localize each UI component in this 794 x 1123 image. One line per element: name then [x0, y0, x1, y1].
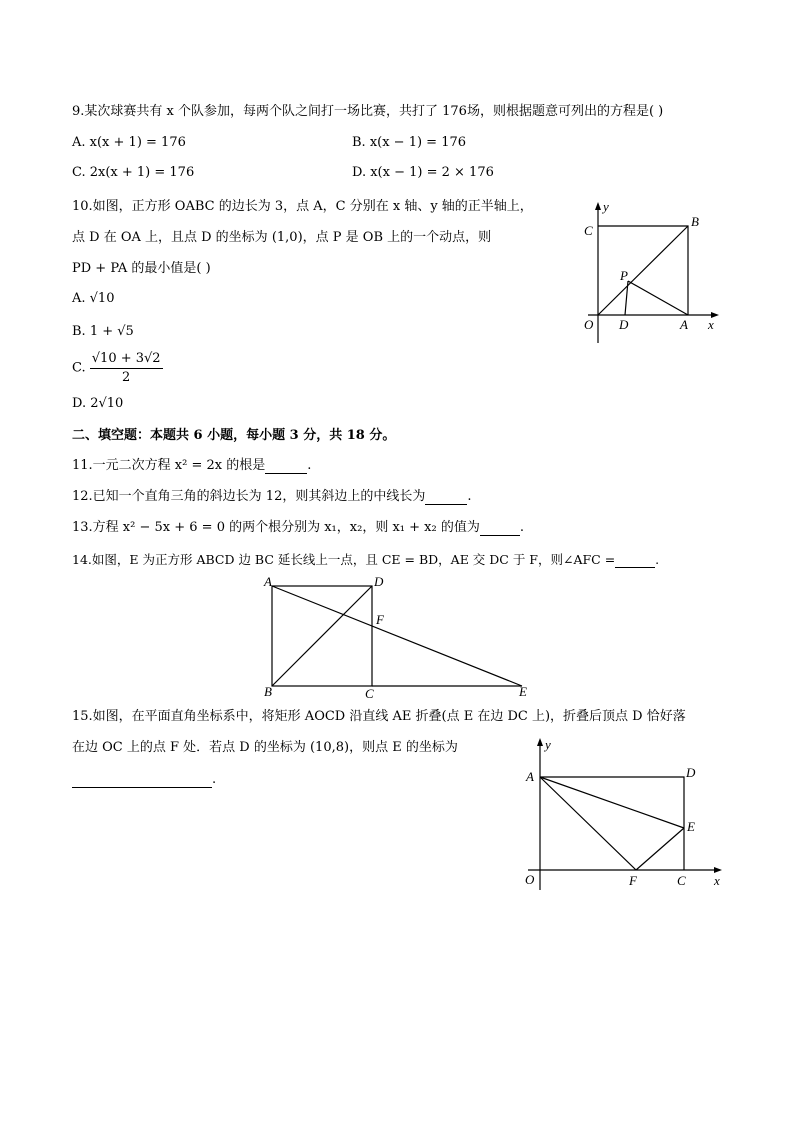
q12 [72, 489, 472, 505]
q13-text: 13.方程 x² − 5x + 6 = 0 的两个根分别为 x₁，x₂，则 x₁ + x₂ 的值为 [72, 520, 480, 535]
q12-answer-blank[interactable] [425, 490, 467, 505]
q10-option-c-numerator: √10 + 3√2 [90, 350, 163, 369]
q15-label-c: C [677, 873, 686, 888]
q15-segment-fe [636, 828, 684, 870]
q11-text: 11.一元二次方程 x² = 2x 的根是 [72, 458, 266, 473]
q15-y-arrow-icon [537, 738, 543, 746]
q15-answer-blank[interactable] [72, 775, 212, 788]
q10-option-c-prefix: C. [72, 360, 86, 376]
q10-option-d[interactable]: D. 2√10 [72, 396, 124, 411]
q15-label-e: E [687, 819, 695, 834]
q14-answer-blank[interactable] [615, 553, 655, 568]
q10-option-a[interactable]: A. √10 [72, 291, 115, 306]
q10-diagonal-ob [598, 226, 688, 315]
q15-segment-af [540, 777, 636, 870]
q10-option-b[interactable]: B. 1 + √5 [72, 324, 134, 339]
q15-answer-line [72, 772, 216, 788]
q10-line1: 10.如图，正方形 OABC 的边长为 3，点 A，C 分别在 x 轴、y 轴的正半轴上， [72, 199, 533, 214]
q12-end: . [467, 489, 472, 504]
q15-end: . [212, 772, 217, 787]
q14-segment-ae [272, 586, 522, 686]
q15-label-d: D [686, 765, 696, 780]
q10-line3: PD + PA 的最小值是( ) [72, 261, 211, 276]
q10-option-c-denominator: 2 [122, 370, 131, 385]
q15-label-x: x [714, 873, 720, 888]
q14-label-b: B [264, 684, 272, 699]
q15-label-o: O [525, 872, 535, 887]
q10-line2: 点 D 在 OA 上，且点 D 的坐标为 (1,0)，点 P 是 OB 上的一个动点，则 [72, 230, 492, 245]
q14-figure [262, 574, 537, 702]
q10-label-x: x [708, 317, 714, 332]
q13-answer-blank[interactable] [480, 521, 520, 536]
q14-label-e: E [519, 684, 527, 699]
q10-option-c-fraction [90, 350, 163, 387]
q10-figure [560, 198, 730, 348]
q10-label-a: A [680, 317, 688, 332]
q10-option-c[interactable] [72, 350, 163, 387]
q14 [72, 552, 659, 568]
q10-label-y: y [603, 199, 609, 214]
q10-y-arrow-icon [595, 202, 601, 210]
q10-label-b: B [691, 214, 699, 229]
q15-line1: 15.如图，在平面直角坐标系中，将矩形 AOCD 沿直线 AE 折叠(点 E 在边 DC 上)，折叠后顶点 D 恰好落 [72, 709, 686, 724]
q15-label-a: A [526, 769, 534, 784]
q14-label-a: A [264, 574, 272, 589]
q15-segment-ae [540, 777, 684, 828]
q15-label-f: F [629, 873, 637, 888]
q15-figure [518, 736, 728, 894]
q9-option-d[interactable]: D. x(x − 1) = 2 × 176 [352, 165, 494, 180]
q9-option-b[interactable]: B. x(x − 1) = 176 [352, 135, 467, 150]
q14-label-f: F [376, 612, 384, 627]
q15-label-y: y [545, 737, 551, 752]
q14-diagonal-bd [272, 586, 372, 686]
q10-label-p: P [620, 268, 628, 283]
section2-title: 二、填空题：本题共 6 小题，每小题 3 分，共 18 分。 [72, 428, 396, 443]
q14-text: 14.如图，E 为正方形 ABCD 边 BC 延长线上一点，且 CE = BD，AE 交 DC 于 F，则∠AFC = [72, 552, 616, 567]
q9-stem: 9.某次球赛共有 x 个队参加，每两个队之间打一场比赛，共打了 176场，则根据题意可列出的方程是( ) [72, 104, 664, 119]
q13 [72, 520, 524, 536]
q13-end: . [519, 520, 524, 535]
q14-end: . [655, 552, 660, 567]
q11-answer-blank[interactable] [265, 459, 307, 474]
q11 [72, 458, 311, 474]
q11-end: . [307, 458, 312, 473]
q10-segment-pa [628, 281, 688, 315]
q15-line2: 在边 OC 上的点 F 处．若点 D 的坐标为 (10,8)，则点 E 的坐标为 [72, 740, 458, 755]
q12-text: 12.已知一个直角三角的斜边长为 12，则其斜边上的中线长为 [72, 489, 426, 504]
q10-label-d: D [619, 317, 629, 332]
q10-label-c: C [584, 223, 593, 238]
q10-label-o: O [584, 317, 594, 332]
q9-option-a[interactable]: A. x(x + 1) = 176 [72, 135, 186, 150]
q15-rectangle-edges [540, 777, 684, 870]
q14-label-d: D [374, 574, 384, 589]
q14-label-c: C [365, 686, 374, 701]
q9-option-c[interactable]: C. 2x(x + 1) = 176 [72, 165, 195, 180]
